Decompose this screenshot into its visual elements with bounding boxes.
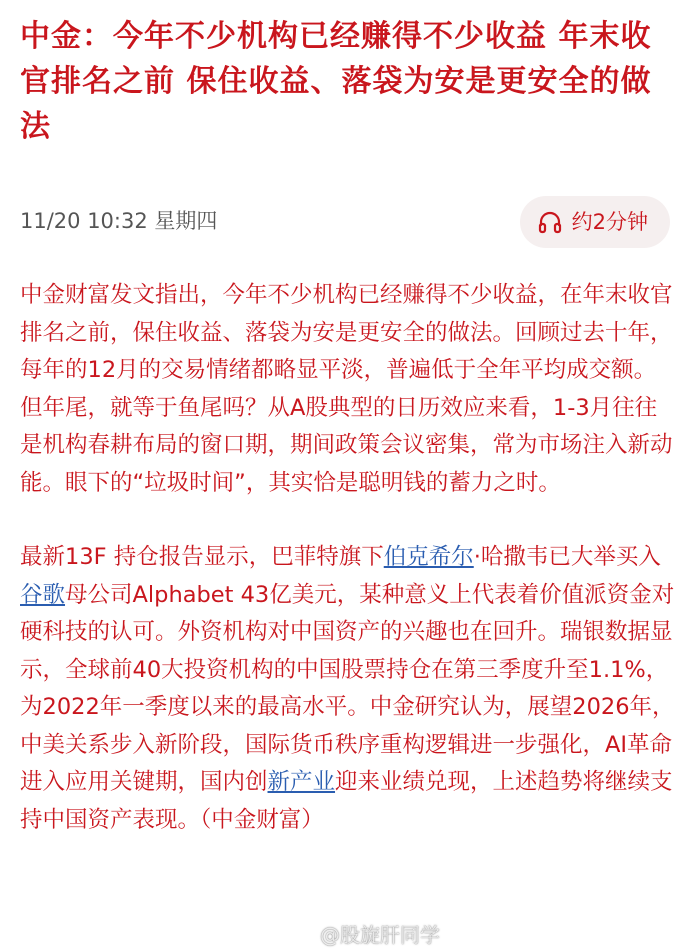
paragraph-2-text-2: ·哈撒韦已大举买入 [473, 544, 661, 570]
listen-button[interactable] [520, 196, 670, 248]
link-berkshire[interactable]: 伯克希尔 [383, 544, 474, 570]
meta-row [20, 196, 670, 248]
paragraph-2-text-3: 母公司Alphabet 43亿美元，某种意义上代表着价值派资金对硬科技的认可。外资机构对中国资产的兴趣也在回升。瑞银数据显示，全球前40大投资机构的中国股票持仓在第三季度升至1.1%，为2022年一季度以来的最高水平。中金研究认为，展望2026年，中美关系步入新阶段，国际货币秩序重构逻辑进一步强化，AI革命进入应用关键期，国内创 [20, 581, 675, 795]
watermark-text: @股旋肝同学 [320, 923, 440, 947]
watermark [296, 922, 440, 948]
paragraph-2-text-1: 最新13F 持仓报告显示，巴菲特旗下 [20, 544, 384, 570]
article-body [20, 277, 676, 839]
headphones-icon [536, 208, 564, 236]
paragraph-2-text-4: 迎来业绩兑现，上述趋势将继续支持中国资产表现。（中金财富） [20, 769, 673, 833]
link-new-industry[interactable]: 新产业 [267, 769, 336, 795]
paragraph-1: 中金财富发文指出，今年不少机构已经赚得不少收益，在年末收官排名之前，保住收益、落袋为安是更安全的做法。回顾过去十年，每年的12月的交易情绪都略显平淡，普遍低于全年平均成交额。但年尾，就等于鱼尾吗？从A股典型的日历效应来看，1-3月往往是机构春耕布局的窗口期，期间政策会议密集，常为市场注入新动能。眼下的“垃圾时间”，其实恰是聪明钱的蓄力之时。 [20, 282, 673, 496]
publish-timestamp: 11/20 10:32 星期四 [20, 209, 218, 233]
paragraph-2 [20, 539, 676, 839]
link-google[interactable]: 谷歌 [20, 581, 66, 608]
listen-duration-label: 约2分钟 [571, 210, 648, 234]
weibo-logo-icon [296, 925, 316, 945]
article-headline: 中金：今年不少机构已经赚得不少收益 年末收官排名之前 保住收益、落袋为安是更安全的做法 [20, 19, 652, 144]
